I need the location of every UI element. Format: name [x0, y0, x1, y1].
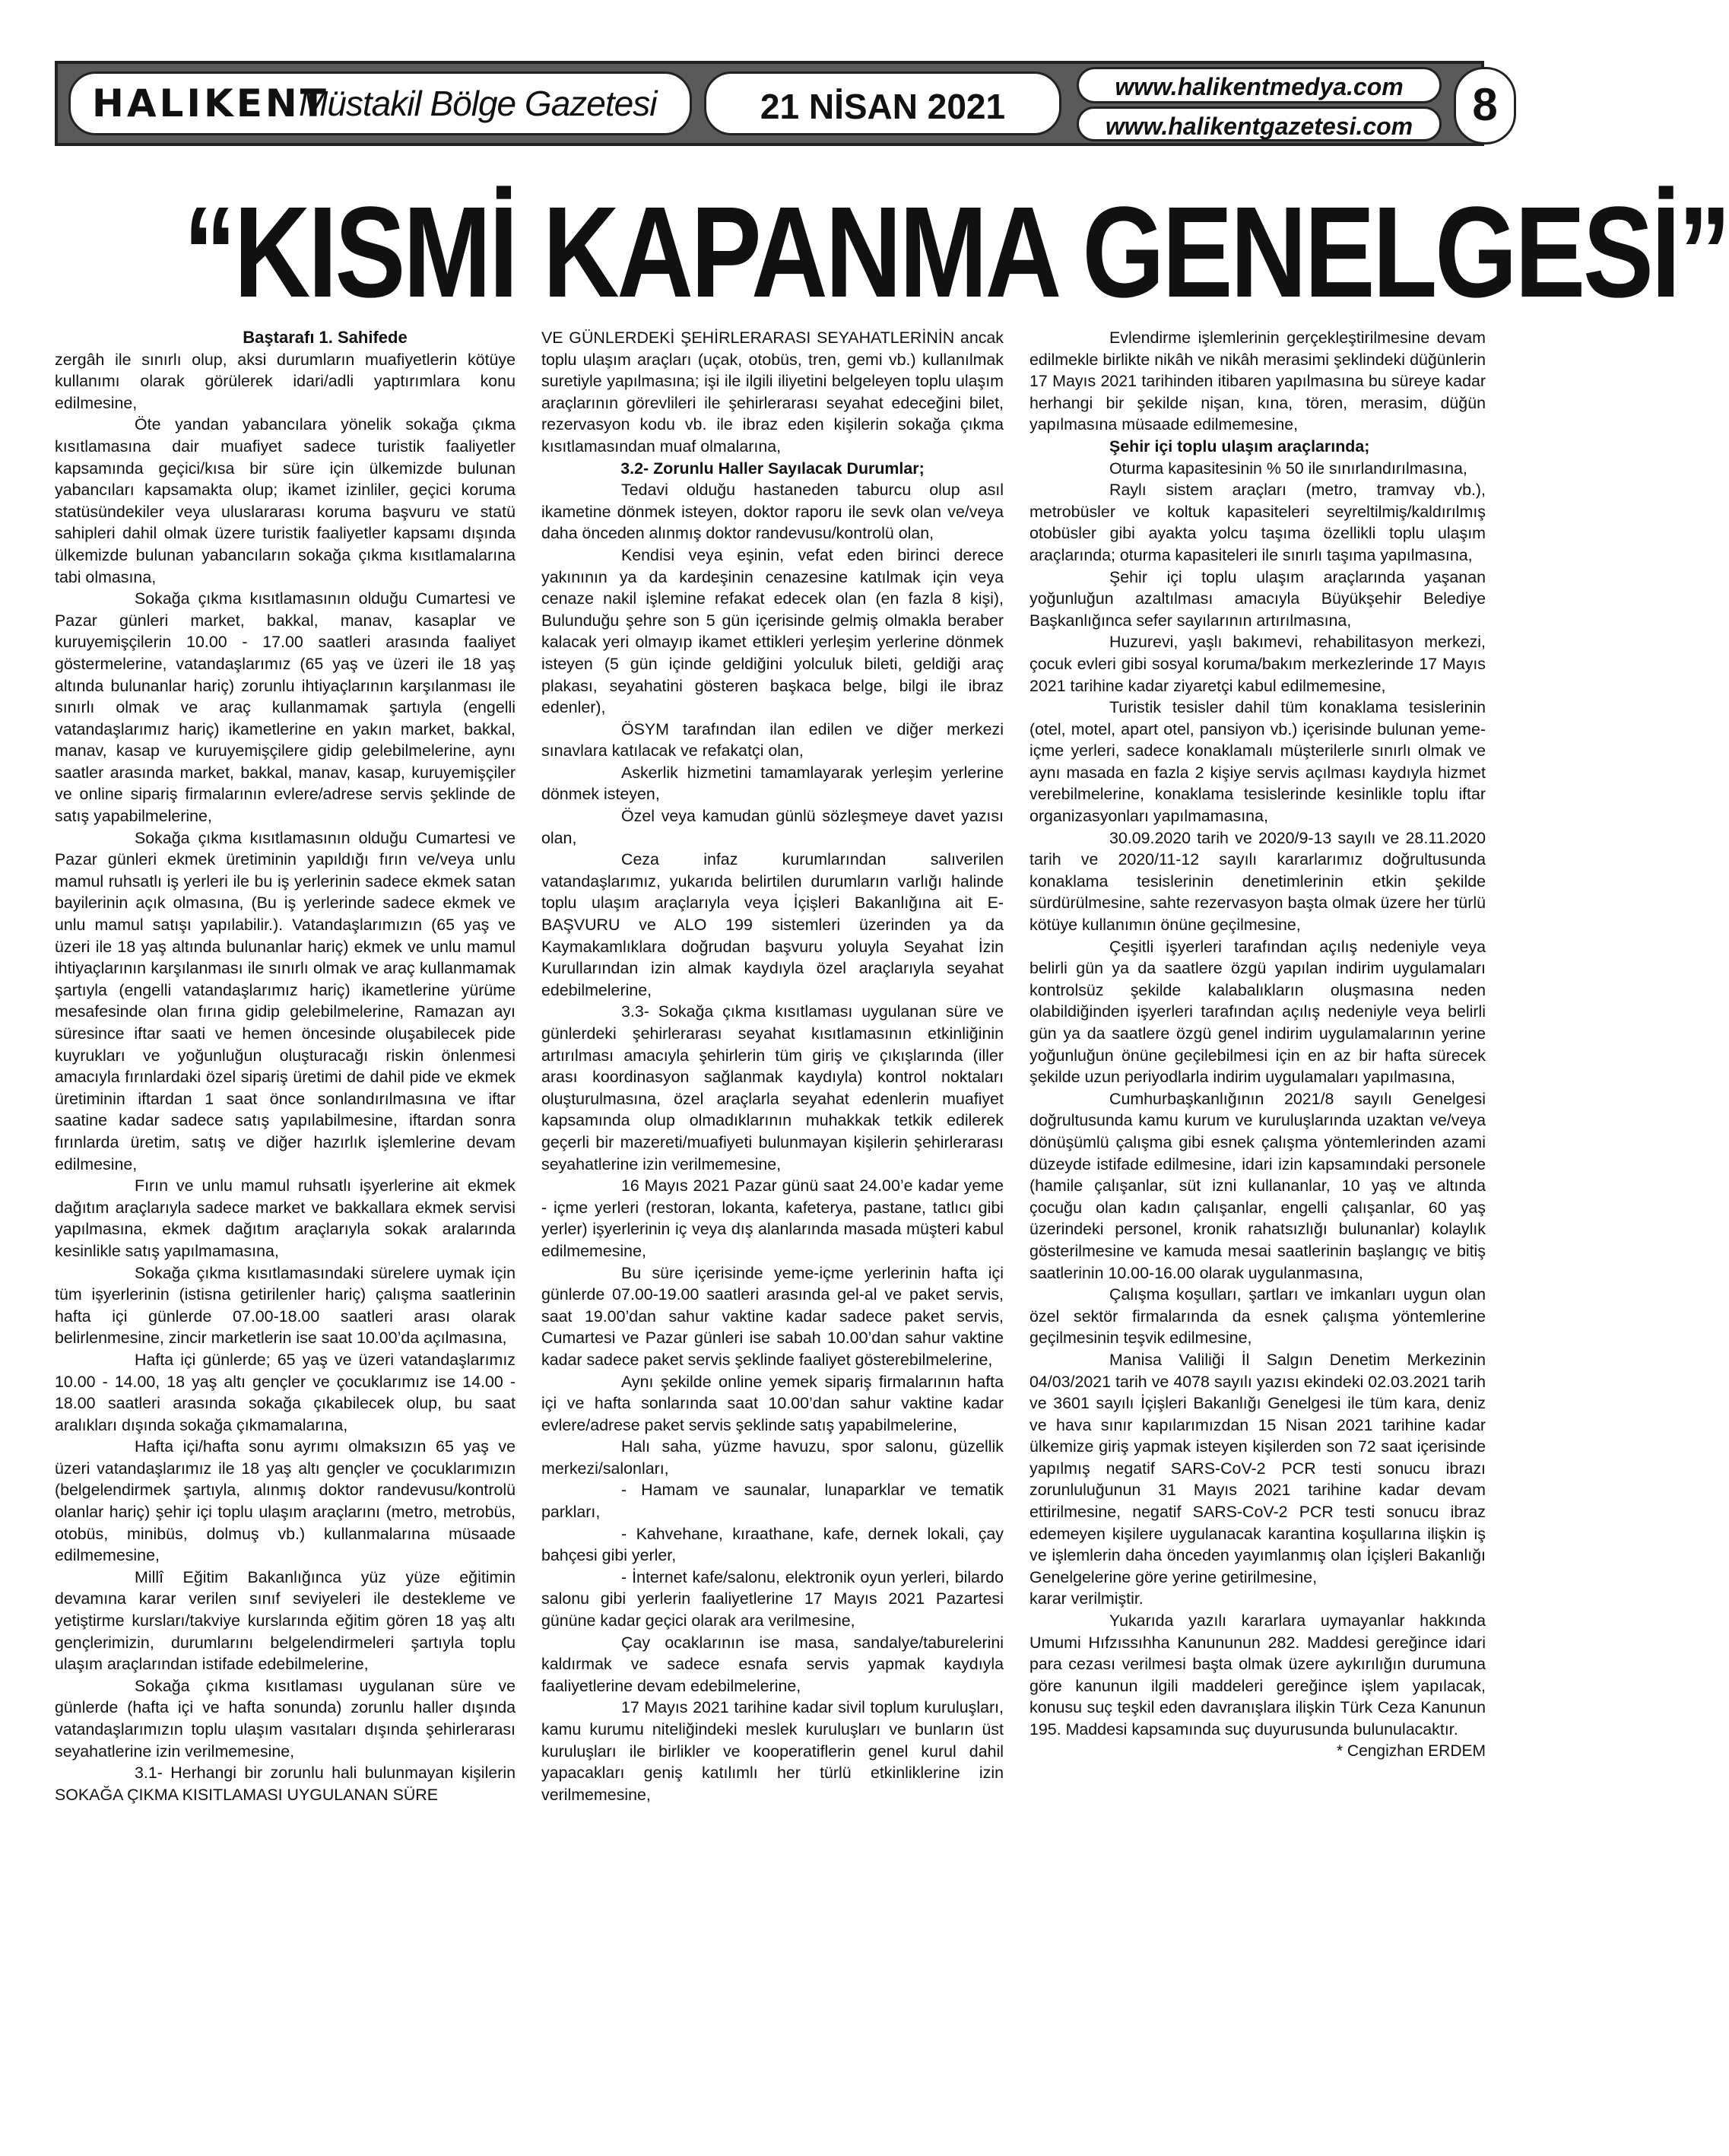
paragraph: 3.3- Sokağa çıkma kısıtlaması uygulanan süre ve günlerdeki şehirlerarası seyahat kısıtlamasının etkinliğinin artırılması amacıyla şehirlerin tüm giriş ve çıkışlarında (iller arası koordinasyon sağlanmak kaydıyla) kontrol noktaları oluşturulmasına, özel araçlarla seyahat edenlerin muafiyet kapsamında olup olmadıklarının muhakkak tetkik edilerek geçerli bir mazereti/muafiyeti bulunmayan kişilerin şehirlerarası seyahatlerine izin verilmemesine, — [541, 1002, 1004, 1173]
paragraph: Sokağa çıkma kısıtlaması uygulanan süre ve günlerde (hafta içi ve hafta sonunda) zorunlu haller dışında vatandaşlarımızın toplu ulaşım vasıtaları dışında şehirlerarası seyahatlerine izin verilmemesine, — [55, 1676, 516, 1761]
paragraph: Manisa Valiliği İl Salgın Denetim Merkezinin 04/03/2021 tarih ve 4078 sayılı yazısı ekindeki 02.03.2021 tarih ve 3601 sayılı İçişleri Bakanlığı Genelgesi ile tüm kara, deniz ve hava sınır kapılarımızdan 15 Nisan 2021 tarihine kadar ülkemize giriş yapmak isteyen kişilerden son 72 saat içerisinde yapılmış negatif SARS-CoV-2 PCR testi sonucu ibrazı zorunluluğunun 31 Mayıs 2021 tarihine kadar devam ettirilmesine, negatif SARS-CoV-2 PCR testi sonucu ibraz edemeyen kişilere uygulanacak karantina koşullarına ilişkin iş ve işlemlerin daha önceden yayımlanmış olan İçişleri Bakanlığı Genelgelerine göre yerine getirilmesine, — [1029, 1350, 1486, 1586]
brand-subtitle: Müstakil Bölge Gazetesi — [299, 84, 657, 123]
section-heading: 3.2- Zorunlu Haller Sayılacak Durumlar; — [620, 459, 925, 478]
section-heading: Şehir içi toplu ulaşım araçlarında; — [1109, 437, 1370, 456]
paragraph: Askerlik hizmetini tamamlayarak yerleşim yerlerine dönmek isteyen, — [541, 763, 1004, 804]
paragraph: 30.09.2020 tarih ve 2020/9-13 sayılı ve 28.11.2020 tarih ve 2020/11-12 sayılı kararlarımız doğrultusunda konaklama tesislerinin denetimlerinin etkin şekilde sürdürülmesine, sahte rezervasyon başta olmak üzere her türlü kötüye kullanımın önüne geçilmesine, — [1029, 828, 1486, 935]
paragraph: Huzurevi, yaşlı bakımevi, rehabilitasyon merkezi, çocuk evleri gibi sosyal koruma/bakım merkezlerinde 17 Mayıs 2021 tarihine kadar ziyaretçi kabul edilmemesine, — [1029, 633, 1486, 695]
article-column-2 — [541, 327, 1004, 1805]
paragraph: Evlendirme işlemlerinin gerçekleştirilmesine devam edilmekle birlikte nikâh ve nikâh merasimi şeklindeki düğünlerin 17 Mayıs 2021 tarihinden itibaren yapılmasına bu süreye kadar herhangi bir şekilde nişan, kına, tören, merasim, düğün yapılmasına müsaade edilmemesine, — [1029, 329, 1486, 434]
article-column-1 — [55, 327, 516, 1805]
website-pill-2[interactable] — [1077, 106, 1442, 141]
paragraph: 17 Mayıs 2021 tarihine kadar sivil toplum kuruluşları, kamu kurumu niteliğindeki meslek kuruluşları ve bunların üst kuruluşları ile birlikler ve kooperatiflerin genel kurul dahil yapacakları geniş katılımlı her türlü etkinliklerine izin verilmemesine, — [541, 1698, 1004, 1804]
website-pill-1[interactable] — [1077, 67, 1442, 103]
paragraph: Raylı sistem araçları (metro, tramvay vb.), metrobüsler ve koltuk kapasiteleri seyreltilmiş/kaldırılmış otobüsler gibi ayakta yolcu taşıma özellikli toplu ulaşım araçlarında; oturma kapasiteleri ile sınırlı taşıma yapılmasına, — [1029, 481, 1486, 564]
paragraph: Öte yandan yabancılara yönelik sokağa çıkma kısıtlamasına dair muafiyet sadece turistik faaliyetler kapsamında geçici/kısa bir süre için ülkemizde bulunan yabancıları kapsamakta olup; ikamet izinliler, geçici koruma statüsündekiler veya uluslararası koruma başvuru ve statü sahipleri dahil olmak üzere turistik faaliyetler kapsamı dışında ülkemizde bulunan yabancıların sokağa çıkma kısıtlamalarına tabi olmasına, — [55, 415, 516, 586]
paragraph: - Hamam ve saunalar, lunaparklar ve tematik parkları, — [541, 1481, 1004, 1522]
paragraph: Çalışma koşulları, şartları ve imkanları uygun olan özel sektör firmalarında da esnek çalışma yöntemlerine geçilmesinin teşvik edilmesine, — [1029, 1285, 1486, 1348]
brand-pill — [68, 71, 692, 135]
website-link-2[interactable]: www.halikentgazetesi.com — [1105, 113, 1413, 140]
page-number: 8 — [1472, 79, 1498, 130]
paragraph: Sokağa çıkma kısıtlamasının olduğu Cumartesi ve Pazar günleri market, bakkal, manav, kasaplar ve kuruyemişçilerin 10.00 - 17.00 saatleri arasında faaliyet göstermelerine, vatandaşlarımız (65 yaş ve üzeri ile 18 yaş altında bulunanlar hariç) zorunlu ihtiyaçlarının karşılanması ile sınırlı olmak ve araç kullanmamak şartıyla (engelli vatandaşlarımız hariç) ikametlerine en yakın market, bakkal, manav, kasap ve kuruyemişçilere gidip gelebilmelerine, aynı saatler arasında market, bakkal, manav, kasap, kuruyemişçiler ve online sipariş firmalarının evlere/adrese servis şeklinde de satış yapabilmelerine, — [55, 589, 516, 826]
paragraph: Hafta içi günlerde; 65 yaş ve üzeri vatandaşlarımız 10.00 - 14.00, 18 yaş altı gençler ve çocuklarımız ise 14.00 - 18.00 saatleri arasında sokağa çıkabilecek olup, bu saat aralıkları dışında sokağa çıkmamalarına, — [55, 1350, 516, 1434]
paragraph: Şehir içi toplu ulaşım araçlarında yaşanan yoğunluğun azaltılması amacıyla Büyükşehir Belediye Başkanlığınca sefer sayılarının artırılmasına, — [1029, 567, 1486, 630]
paragraph: Aynı şekilde online yemek sipariş firmalarının hafta içi ve hafta sonlarında saat 10.00’dan sahur vaktine kadar evlere/adrese paket servis şeklinde satış yapabilmelerine, — [541, 1372, 1004, 1434]
paragraph: Millî Eğitim Bakanlığınca yüz yüze eğitimin devamına karar verilen sınıf seviyeleri ile destekleme ve yetiştirme kursları/takviye kurslarında eğitim gören 18 yaş altı gençlerimizin, durumlarını belgelendirmeleri şartıyla toplu ulaşım araçlarından istifade edebilmelerine, — [55, 1567, 516, 1674]
paragraph: Tedavi olduğu hastaneden taburcu olup asıl ikametine dönmek isteyen, doktor raporu ile sevk olan ve/veya daha önceden alınmış doktor randevusu/kontrolü olan, — [541, 481, 1004, 543]
paragraph: Çeşitli işyerleri tarafından açılış nedeniyle veya belirli gün ya da saatlere özgü yapılan indirim uygulamaları kontrolsüz şekilde kalabalıkların oluşmasına neden olabildiğinden işyerleri tarafından açılış nedeniyle veya belirli gün ya da saatlere özgü genel indirim uygulamalarının yerine yoğunluğun önüne geçilebilmesi için en az bir hafta sürecek şekilde uzun periyodlarla indirim uygulamaları yapılmasına, — [1029, 937, 1486, 1087]
website-link-1[interactable]: www.halikentmedya.com — [1115, 73, 1404, 100]
paragraph: VE GÜNLERDEKİ ŞEHİRLERARASI SEYAHATLERİNİN ancak toplu ulaşım araçları (uçak, otobüs, tren, gemi vb.) kullanılmak suretiyle yapılmasına; işi ile ilgili iliyetini belgeleyen toplu ulaşım araçlarının görevlileri ile şehirlerarası seyahat edeceğini bilet, rezervasyon kodu vb. ile ibraz eden kişilerin sokağa çıkma kısıtlamasından muaf olmalarına, — [541, 329, 1004, 456]
paragraph: karar verilmiştir. — [1029, 1589, 1144, 1608]
paragraph: Oturma kapasitesinin % 50 ile sınırlandırılmasına, — [1109, 459, 1467, 478]
paragraph: 16 Mayıs 2021 Pazar günü saat 24.00’e kadar yeme - içme yerleri (restoran, lokanta, kafeterya, pastane, tatlıcı gibi yerler) işyerlerinin iç veya dış alanlarında masada müşteri kabul edilmemesine, — [541, 1176, 1004, 1260]
paragraph: Çay ocaklarının ise masa, sandalye/taburelerini kaldırmak ve sadece esnafa servis yapmak kaydıyla faaliyetlerine devam edebilmelerine, — [541, 1633, 1004, 1695]
paragraph: Yukarıda yazılı kararlara uymayanlar hakkında Umumi Hıfzıssıhha Kanununun 282. Maddesi gereğince idari para cezası verilmesi başta olmak üzere aykırılığın durumuna göre kanunun ilgili maddeleri gereğince işlem yapılacak, konusu suç teşkil eden davranışlara ilişkin Türk Ceza Kanunun 195. Maddesi kapsamında suç duyurusunda bulunulacaktır. — [1029, 1611, 1486, 1738]
article-column-3 — [1029, 327, 1486, 1762]
page-number-box — [1454, 67, 1516, 144]
headline: “KISMİ KAPANMA GENELGESİ” — [183, 180, 1729, 325]
author-signature: * Cengizhan ERDEM — [1336, 1742, 1486, 1760]
paragraph: Hafta içi/hafta sonu ayrımı olmaksızın 65 yaş ve üzeri vatandaşlarımız ile 18 yaş altı gençler ve çocuklarımızın (belgelendirmek şartıyla, alınmış doktor randevusu/kontrolü olanlar hariç) şehir içi toplu ulaşım araçlarını (metro, metrobüs, otobüs, minibüs, dolmuş vb.) kullanmalarına müsaade edilmemesine, — [55, 1437, 516, 1565]
paragraph: Özel veya kamudan günlü sözleşmeye davet yazısı olan, — [541, 807, 1004, 847]
paragraph: Bu süre içerisinde yeme-içme yerlerinin hafta içi günlerde 07.00-19.00 saatleri arasında gel-al ve paket servis, saat 19.00’dan sahur vaktine kadar sadece paket servis, Cumartesi ve Pazar günleri ise sabah 10.00’dan sahur vaktine kadar sadece paket servis şeklinde faaliyet gösterebilmelerine, — [541, 1263, 1004, 1369]
brand-name: HALIKENT — [92, 81, 329, 125]
paragraph: Halı saha, yüzme havuzu, spor salonu, güzellik merkezi/salonları, — [541, 1437, 1004, 1478]
paragraph: Kendisi veya eşinin, vefat eden birinci derece yakınının ya da kardeşinin cenazesine katılmak için veya cenaze nakil işlemine refakat edecek olan (en fazla 8 kişi), Bulunduğu şehre son 5 gün içerisinde gelmiş olmakla beraber kalacak yeri olmayıp ikamet ettikleri yerleşim yerlerine dönmek isteyen (5 gün içinde geldiğini yolculuk bileti, geldiği araç plakası, seyahatini gösteren başkaca belge, bilgi ile ibraz edenler), — [541, 545, 1004, 717]
paragraph: Sokağa çıkma kısıtlamasındaki sürelere uymak için tüm işyerlerinin (istisna getirilenler hariç) çalışma saatlerinin hafta içi günlerde 07.00-18.00 saatleri arası olarak belirlenmesine, zincir marketlerin ise saat 10.00’da açılmasına, — [55, 1263, 516, 1348]
paragraph: 3.1- Herhangi bir zorunlu hali bulunmayan kişilerin SOKAĞA ÇIKMA KISITLAMASI UYGULANAN SÜRE — [55, 1764, 516, 1804]
continuation-note: Baştarafı 1. Sahifede — [243, 328, 408, 347]
paragraph: Fırın ve unlu mamul ruhsatlı işyerlerine ait ekmek dağıtım araçlarıyla sadece market ve bakkallara ekmek servisi yapılmasına, ekmek dağıtım araçlarıyla sokak aralarında kesinlikle satış yapılmamasına, — [55, 1176, 516, 1260]
paragraph: - Kahvehane, kıraathane, kafe, dernek lokali, çay bahçesi gibi yerler, — [541, 1524, 1004, 1565]
paragraph: Turistik tesisler dahil tüm konaklama tesislerinin (otel, motel, apart otel, pansiyon vb.) içerisinde bulunan yeme-içme yerleri, sadece konaklamalı müşterilerle sınırlı olmak ve aynı masada en fazla 2 kişiye servis açılması kaydıyla hizmet verebilmelerine, konaklama tesislerinde kesinlikle toplu iftar organizasyonları yapılmamasına, — [1029, 698, 1486, 826]
paragraph: Ceza infaz kurumlarından salıverilen vatandaşlarımız, yukarıda belirtilen durumların varlığı halinde toplu ulaşım araçlarıyla veya İçişleri Bakanlığına ait E-BAŞVURU ve ALO 199 sistemleri üzerinden ya da Kaymakamlıklara doğrudan başvuru yoluyla Seyahat İzin Kurullarından izin almak kaydıyla özel araçlarıyla seyahat edebilmelerine, — [541, 850, 1004, 999]
masthead — [55, 61, 1498, 146]
paragraph: ÖSYM tarafından ilan edilen ve diğer merkezi sınavlara katılacak ve refakatçi olan, — [541, 719, 1004, 760]
paragraph: - İnternet kafe/salonu, elektronik oyun yerleri, bilardo salonu gibi yerlerin faaliyetlerine 17 Mayıs 2021 Pazartesi gününe kadar geçici olarak ara verilmesine, — [541, 1567, 1004, 1630]
paragraph: zergâh ile sınırlı olup, aksi durumların muafiyetlerin kötüye kullanımı olarak görülerek idari/adli yaptırımlara konu edilmesine, — [55, 350, 516, 412]
paragraph: Cumhurbaşkanlığının 2021/8 sayılı Genelgesi doğrultusunda kamu kurum ve kuruluşlarında uzaktan ve/veya dönüşümlü çalışma gibi esnek çalışma yöntemlerinden azami düzeyde istifade edilmesine, idari izin kapsamındaki personele (hamile çalışanlar, süt izni kullananlar, 10 yaş ve altında çocuğu olan kadın çalışanlar, engelli çalışanlar, 60 yaş üzerindeki personel, kronik rahatsızlığı bulunanlar) kolaylık gösterilmesine ve kamuda mesai saatlerinin başlangıç ve bitiş saatlerinin 10.00-16.00 olarak uygulanmasına, — [1029, 1089, 1486, 1282]
paragraph: Sokağa çıkma kısıtlamasının olduğu Cumartesi ve Pazar günleri ekmek üretiminin yapıldığı fırın ve/veya unlu mamul ruhsatlı iş yerleri ile bu iş yerlerinin sadece ekmek satan bayilerinin açık olmasına, (Bu iş yerlerinde sadece ekmek ve unlu mamul satışı yapılabilir.). Vatandaşlarımızın (65 yaş ve üzeri ile 18 yaş altında bulunanlar hariç) ekmek ve unlu mamul ihtiyaçlarının karşılanması ile sınırlı olmak ve araç kullanmamak şartıyla (engelli vatandaşlarımız hariç) ikametlerine yürüme mesafesinde olan fırına gidip gelebilmelerine, Ramazan ayı süresince iftar saati ve hemen öncesinde oluşabilecek pide kuyrukları ve yoğunluğun oluşturacağı riskin önlenmesi amacıyla fırınlardaki özel sipariş üretimi de dahil pide ve ekmek üretiminin iftardan 1 saat önce sonlandırılmasına ve iftar saatine kadar sadece satış yapılabilmesine, iftardan sonra fırınlarda üretim, satış ve diğer hazırlık işlemlerine devam edilmesine, — [55, 828, 516, 1173]
issue-date: 21 NİSAN 2021 — [760, 87, 1006, 126]
date-pill — [704, 71, 1061, 135]
